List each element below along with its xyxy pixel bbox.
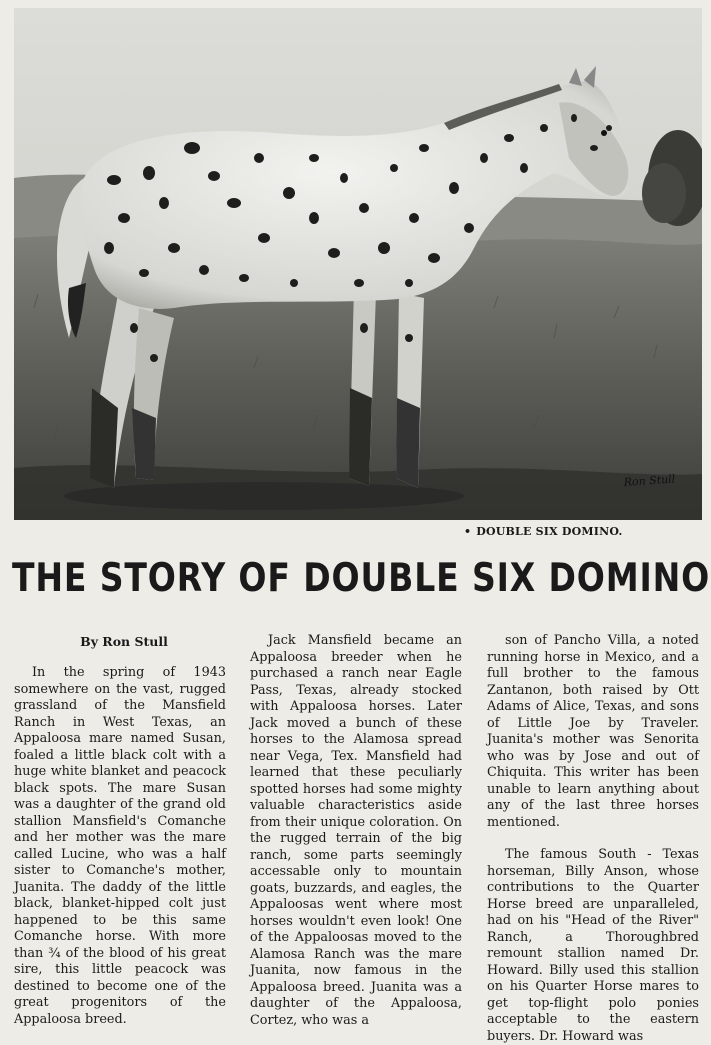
paragraph: In the spring of 1943 somewhere on the vast, rugged grassland of the Mansfield Ranch in West Texas, an Appaloosa mare named Susan, foaled a little black colt with a huge white blanket and peacock black spots. The mare Susan was a daughter of the grand old stallion Mansfield's Comanche and her mother was the mare called Lucine, who was a half sister to Comanche's mother, Juanita. The daddy of the little black, blanket-hipped colt just happened to be this same Comanche horse. With more than ¾ of the blood of his great sire, this little peacock was destined to become one of the great progenitors of the Appaloosa breed. (14, 665, 226, 1027)
article-headline: THE STORY OF DOUBLE SIX DOMINO (12, 556, 711, 601)
caption-text: DOUBLE SIX DOMINO. (476, 525, 623, 538)
column-2 (250, 633, 462, 1029)
paragraph: The famous South - Texas horseman, Billy Anson, whose contributions to the Quarter Horse breed are unparalleled, had on his "Head of the River" Ranch, a Thoroughbred remount stallion named Dr. Howard. Billy used this stallion on his Quarter Horse mares to get top-flight polo ponies acceptable to the eastern buyers. Dr. Howard was (487, 847, 699, 1044)
column-1 (14, 633, 226, 1028)
paragraph: son of Pancho Villa, a noted running horse in Mexico, and a full brother to the famous Zantanon, both raised by Ott Adams of Alice, Texas, and sons of Little Joe by Traveler. Juanita's mother was Senorita who was by Jose and out of Chiquita. This writer has been unable to learn anything about any of the last three horses mentioned. (487, 633, 699, 830)
bullet: • (464, 525, 472, 538)
column-3 (487, 633, 699, 1045)
painting-signature: Ron Stull (623, 472, 676, 489)
paragraph: Jack Mansfield became an Appaloosa breeder when he purchased a ranch near Eagle Pass, Texas, already stocked with Appaloosa horses. Later Jack moved a bunch of these horses to the Alamosa spread near Vega, Tex. Mansfield had learned that these peculiarly spotted horses had some mighty valuable characteristics aside from their unique coloration. On the rugged terrain of the big ranch, some parts seemingly accessable only to mountain goats, buzzards, and eagles, the Appaloosas went where most horses wouldn't even look! One of the Appaloosas moved to the Alamosa Ranch was the mare Juanita, now famous in the Appaloosa breed. Juanita was a daughter of the Appaloosa, Cortez, who was a (250, 633, 462, 1028)
horse-painting (14, 8, 702, 520)
photo-caption (464, 525, 623, 538)
byline: By Ron Stull (80, 634, 168, 649)
